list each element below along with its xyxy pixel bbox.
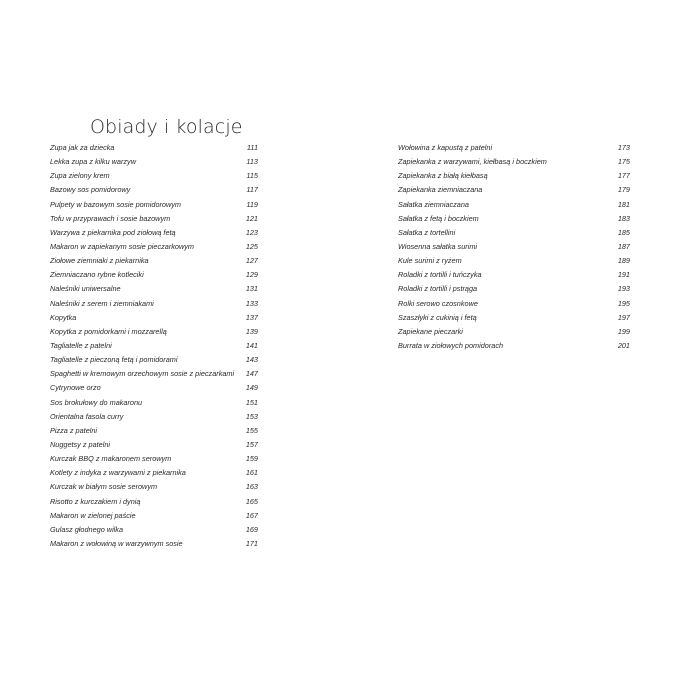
toc-entry-page-number: 167 [245,510,258,520]
toc-entry [50,169,258,183]
toc-entry [50,226,258,240]
toc-entry-page-number: 139 [245,326,258,336]
toc-entry [398,141,630,155]
toc-entry [50,509,258,523]
toc-entry-title: Kotlety z indyka z warzywami z piekarnika [50,468,186,478]
toc-entry [50,495,258,509]
toc-entry-title: Sałatka z fetą i boczkiem [398,213,479,223]
toc-entry-title: Cytrynowe orzo [50,383,101,393]
toc-entry-title: Wiosenna sałatka surimi [398,241,478,251]
toc-entry-page-number: 157 [245,439,258,449]
toc-entry-page-number: 189 [617,256,630,266]
toc-entry-title: Tagliatelle z pieczoną fetą i pomidorami [50,355,178,365]
toc-entry-page-number: 177 [617,171,630,181]
toc-entry [398,155,630,169]
toc-entry-title: Zupa zielony krem [50,171,110,181]
toc-entry-page-number: 179 [617,185,630,195]
toc-entry-title: Zapiekanka z białą kiełbasą [398,171,488,181]
toc-entry-title: Ziołowe ziemniaki z piekarnika [50,256,149,266]
toc-entry-page-number: 199 [617,326,630,336]
toc-entry [50,410,258,424]
toc-entry-title: Pulpety w bazowym sosie pomidorowym [50,199,181,209]
contents-right-column [398,141,630,353]
toc-entry-page-number: 149 [245,383,258,393]
toc-entry [50,254,258,268]
toc-entry [50,183,258,197]
toc-entry [50,297,258,311]
toc-entry [398,240,630,254]
toc-entry [398,339,630,353]
toc-entry-title: Kule surimi z ryżem [398,256,462,266]
toc-entry-title: Rolki serowo czosnkowe [398,298,478,308]
toc-entry [50,325,258,339]
toc-entry [50,268,258,282]
toc-entry-title: Lekka zupa z kilku warzyw [50,157,136,167]
toc-entry-title: Ziemniaczano rybne kotleciki [50,270,144,280]
toc-entry-page-number: 197 [617,312,630,322]
toc-entry-title: Tagliatelle z patelni [50,340,112,350]
toc-entry-page-number: 119 [246,199,258,209]
toc-entry [50,198,258,212]
toc-entry-page-number: 133 [245,298,258,308]
toc-entry-title: Risotto z kurczakiem i dynią [50,496,141,506]
toc-entry-page-number: 131 [245,284,258,294]
toc-entry-page-number: 175 [617,157,630,167]
toc-entry [50,282,258,296]
toc-entry [50,537,258,551]
toc-entry-title: Pizza z patelni [50,425,98,435]
toc-entry [50,424,258,438]
toc-entry-title: Roladki z tortilli i tuńczyka [398,270,482,280]
toc-entry-page-number: 165 [245,496,258,506]
toc-entry-title: Szaszłyki z cukinią i fetą [398,312,477,322]
toc-entry-page-number: 159 [245,454,258,464]
toc-entry-title: Wołowina z kapustą z patelni [398,143,493,152]
toc-entry-page-number: 151 [245,397,258,407]
toc-entry-page-number: 115 [246,171,258,181]
toc-entry-title: Makaron w zapiekanym sosie pieczarkowym [50,241,194,251]
toc-entry [398,183,630,197]
toc-entry [398,325,630,339]
toc-entry-page-number: 173 [617,143,630,152]
toc-entry [50,155,258,169]
toc-entry [398,212,630,226]
toc-entry-title: Bazowy sos pomidorowy [50,185,131,195]
toc-entry [50,212,258,226]
toc-entry-title: Naleśniki z serem i ziemniakami [50,298,154,308]
toc-entry-page-number: 111 [246,143,258,152]
toc-entry [50,339,258,353]
toc-entry-title: Spaghetti w kremowym orzechowym sosie z pieczarkami [50,369,235,379]
contents-left-column [50,141,258,551]
toc-entry-page-number: 193 [617,284,630,294]
toc-entry [50,480,258,494]
toc-entry-page-number: 117 [246,185,258,195]
toc-entry-title: Zapiekanka z warzywami, kiełbasą i boczkiem [398,157,547,167]
toc-entry-page-number: 155 [245,425,258,435]
toc-entry [50,381,258,395]
toc-entry-page-number: 191 [617,270,630,280]
toc-entry-title: Kurczak w białym sosie serowym [50,482,158,492]
toc-entry-title: Burrata w ziołowych pomidorach [398,340,504,350]
toc-entry-page-number: 171 [245,538,258,548]
toc-entry-page-number: 195 [617,298,630,308]
section-title: Obiady i kolacje [90,116,243,138]
toc-entry-page-number: 147 [245,369,258,379]
toc-entry-title: Sos brokułowy do makaronu [50,397,143,407]
toc-entry-page-number: 169 [245,524,258,534]
toc-entry-page-number: 201 [617,340,630,350]
toc-entry [398,297,630,311]
toc-entry-title: Sałatka z tortellini [398,227,456,237]
toc-entry-page-number: 121 [245,213,258,223]
toc-entry-page-number: 125 [245,241,258,251]
toc-entry-page-number: 127 [245,256,258,266]
toc-entry [50,240,258,254]
toc-entry [398,282,630,296]
toc-entry [398,198,630,212]
toc-entry-title: Makaron z wołowiną w warzywnym sosie [50,538,183,548]
toc-entry-page-number: 183 [617,213,630,223]
toc-entry [398,254,630,268]
toc-entry-title: Orientalna fasola curry [50,411,124,421]
toc-entry-title: Tofu w przyprawach i sosie bazowym [50,213,171,223]
toc-entry-page-number: 163 [245,482,258,492]
toc-entry [50,466,258,480]
toc-entry-title: Kurczak BBQ z makaronem serowym [50,454,172,464]
toc-entry-page-number: 137 [245,312,258,322]
toc-entry [50,353,258,367]
toc-entry-page-number: 143 [245,355,258,365]
toc-entry-page-number: 187 [617,241,630,251]
toc-entry-title: Zapiekane pieczarki [398,326,463,336]
toc-entry-title: Roladki z tortilli i pstrąga [398,284,478,294]
toc-entry-page-number: 113 [246,157,258,167]
toc-entry-page-number: 153 [245,411,258,421]
toc-entry-title: Zupa jak za dziecka [50,143,115,152]
toc-entry [50,396,258,410]
toc-entry-title: Sałatka ziemniaczana [398,199,469,209]
toc-entry [50,438,258,452]
toc-entry [50,141,258,155]
toc-entry-title: Nuggetsy z patelni [50,439,111,449]
toc-entry [398,268,630,282]
toc-entry [50,367,258,381]
toc-entry [398,311,630,325]
toc-entry-title: Warzywa z piekarnika pod ziołową fetą [50,227,176,237]
toc-entry-page-number: 129 [245,270,258,280]
toc-entry [50,452,258,466]
toc-entry-title: Kopytka z pomidorkami i mozzarellą [50,326,167,336]
toc-entry-page-number: 181 [617,199,630,209]
toc-entry-title: Naleśniki uniwersalne [50,284,121,294]
toc-entry-page-number: 185 [617,227,630,237]
toc-entry [50,523,258,537]
toc-entry [398,169,630,183]
toc-entry-page-number: 141 [245,340,258,350]
toc-entry [50,311,258,325]
toc-entry-page-number: 161 [245,468,258,478]
toc-entry-title: Kopytka [50,312,77,322]
toc-entry-page-number: 123 [245,227,258,237]
toc-entry-title: Zapiekanka ziemniaczana [398,185,483,195]
toc-entry-title: Gulasz głodnego wilka [50,524,124,534]
toc-entry [398,226,630,240]
toc-entry-title: Makaron w zielonej paście [50,510,136,520]
